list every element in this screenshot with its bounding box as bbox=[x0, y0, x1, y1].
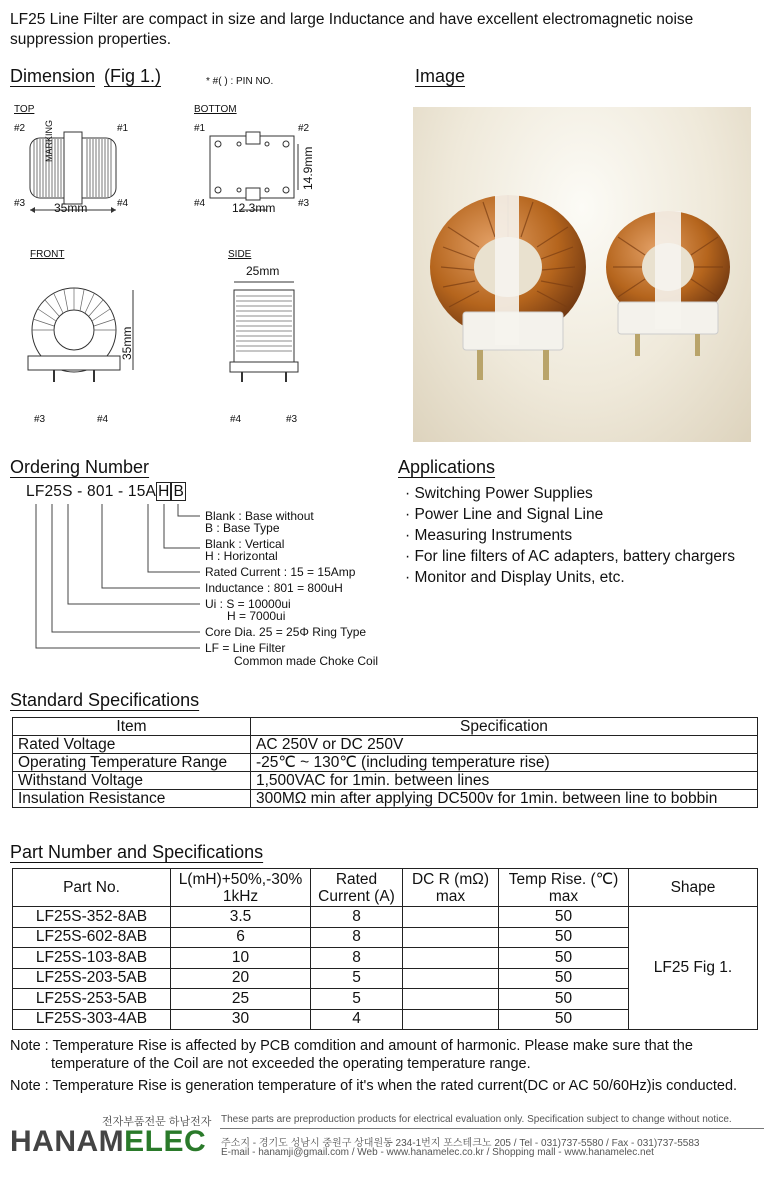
part-no: LF25S-203-5AB bbox=[13, 968, 171, 989]
bottom-pin-tr: #2 bbox=[298, 123, 310, 134]
applications-title: Applications bbox=[398, 457, 496, 477]
part-inductance: 20 bbox=[171, 968, 311, 989]
ord-ui-s: Ui : S = 10000ui bbox=[205, 597, 291, 611]
table-row bbox=[13, 772, 758, 790]
top-width-dim: 35mm bbox=[54, 201, 88, 215]
spec-value: -25℃ ~ 130℃ (including temperature rise) bbox=[251, 754, 758, 772]
part-temp-rise: 50 bbox=[499, 948, 629, 969]
part-inductance: 6 bbox=[171, 927, 311, 948]
table-header-row bbox=[13, 718, 758, 736]
ord-orient-h: H : Horizontal bbox=[205, 549, 278, 563]
spec-value: AC 250V or DC 250V bbox=[251, 736, 758, 754]
side-view-drawing bbox=[222, 278, 302, 388]
ord-base-blank: Blank : Base without bbox=[205, 509, 314, 523]
spec-item: Insulation Resistance bbox=[13, 790, 251, 808]
part-inductance: 25 bbox=[171, 989, 311, 1010]
table-row bbox=[13, 736, 758, 754]
intro-line-1: LF25 Line Filter are compact in size and large Inductance and have excellent electromagnetic noise bbox=[10, 11, 694, 28]
part-current: 5 bbox=[311, 968, 403, 989]
part-no: LF25S-103-8AB bbox=[13, 948, 171, 969]
part-current: 5 bbox=[311, 989, 403, 1010]
table-header-row bbox=[13, 869, 758, 907]
top-view-label: TOP bbox=[14, 104, 35, 115]
product-photo bbox=[413, 107, 751, 442]
top-pin-bl: #3 bbox=[14, 198, 26, 209]
ordering-title: Ordering Number bbox=[10, 457, 150, 477]
side-view-label: SIDE bbox=[228, 249, 252, 260]
part-inductance: 3.5 bbox=[171, 907, 311, 928]
app-item: · Measuring Instruments bbox=[405, 527, 573, 544]
footer-divider bbox=[220, 1128, 764, 1129]
part-no: LF25S-253-5AB bbox=[13, 989, 171, 1010]
header-inductance: L(mH)+50%,-30% 1kHz bbox=[171, 869, 311, 907]
part-dcr bbox=[403, 907, 499, 928]
part-temp-rise: 50 bbox=[499, 968, 629, 989]
marking-label: MARKING bbox=[44, 119, 54, 162]
code-sep-2: - bbox=[113, 483, 128, 500]
app-item: · For line filters of AC adapters, battery chargers bbox=[405, 548, 735, 565]
app-item: · Power Line and Signal Line bbox=[405, 506, 604, 523]
app-item: · Monitor and Display Units, etc. bbox=[405, 569, 625, 586]
side-pin-l: #4 bbox=[230, 414, 242, 425]
table-row bbox=[13, 907, 758, 928]
app-item: · Switching Power Supplies bbox=[405, 485, 593, 502]
choke-coil-illustration bbox=[413, 107, 751, 442]
part-inductance: 10 bbox=[171, 948, 311, 969]
footer-disclaimer: These parts are preproduction products for electrical evaluation only. Specification subject to change without notice. bbox=[221, 1114, 732, 1125]
bottom-height-dim: 14.9mm bbox=[301, 146, 315, 190]
dimension-fig: (Fig 1.) bbox=[104, 66, 162, 86]
part-current: 8 bbox=[311, 948, 403, 969]
part-current: 4 bbox=[311, 1009, 403, 1030]
side-pin-r: #3 bbox=[286, 414, 298, 425]
standard-specs-title: Standard Specifications bbox=[10, 690, 200, 710]
top-pin-tl: #2 bbox=[14, 123, 26, 134]
header-item: Item bbox=[13, 718, 251, 736]
part-no: LF25S-602-8AB bbox=[13, 927, 171, 948]
top-pin-br: #4 bbox=[117, 198, 129, 209]
intro-line-2: suppression properties. bbox=[10, 31, 172, 48]
code-orientation: H bbox=[158, 483, 170, 500]
front-view-label: FRONT bbox=[30, 249, 65, 260]
part-dcr bbox=[403, 989, 499, 1010]
pin-note: * #( ) : PIN NO. bbox=[206, 76, 274, 87]
bottom-pin-br: #3 bbox=[298, 198, 310, 209]
ord-current: Rated Current : 15 = 15Amp bbox=[205, 565, 356, 579]
part-current: 8 bbox=[311, 907, 403, 928]
table-row bbox=[13, 754, 758, 772]
spec-item: Rated Voltage bbox=[13, 736, 251, 754]
part-temp-rise: 50 bbox=[499, 989, 629, 1010]
dimension-title: Dimension bbox=[10, 66, 96, 86]
part-temp-rise: 50 bbox=[499, 1009, 629, 1030]
part-temp-rise: 50 bbox=[499, 927, 629, 948]
standard-specs-table bbox=[12, 717, 758, 808]
footer-address: 주소지 - 경기도 성남시 중원구 상대원동 234-1번지 포스테크노 205 / Tel - 031)737-5580 / Fax - 031)737-5583 bbox=[221, 1138, 700, 1149]
bottom-pin-bl: #4 bbox=[194, 198, 206, 209]
parts-table bbox=[12, 868, 758, 1030]
order-code bbox=[26, 483, 186, 501]
part-temp-rise: 50 bbox=[499, 907, 629, 928]
parts-title: Part Number and Specifications bbox=[10, 842, 264, 862]
image-title: Image bbox=[415, 66, 466, 86]
spec-item: Withstand Voltage bbox=[13, 772, 251, 790]
part-dcr bbox=[403, 927, 499, 948]
part-dcr bbox=[403, 968, 499, 989]
header-temp-rise: Temp Rise. (℃) max bbox=[499, 869, 629, 907]
header-specification: Specification bbox=[251, 718, 758, 736]
side-width-dim: 25mm bbox=[246, 264, 280, 278]
part-current: 8 bbox=[311, 927, 403, 948]
part-no: LF25S-303-4AB bbox=[13, 1009, 171, 1030]
part-inductance: 30 bbox=[171, 1009, 311, 1030]
code-series: LF25S bbox=[26, 483, 73, 500]
hanamelec-logo: HANAMELEC bbox=[10, 1125, 207, 1158]
spec-value: 300MΩ min after applying DC500v for 1min. between line to bobbin bbox=[251, 790, 758, 808]
table-row bbox=[13, 790, 758, 808]
code-current: 15A bbox=[127, 483, 157, 500]
ord-lf-desc: Common made Choke Coil bbox=[234, 654, 379, 668]
note-1: Note : Temperature Rise is affected by PCB comdition and amount of harmonic. Please make sure that the bbox=[10, 1038, 693, 1054]
code-base: B bbox=[173, 483, 185, 500]
ord-orient-blank: Blank : Vertical bbox=[205, 537, 285, 551]
part-dcr bbox=[403, 948, 499, 969]
header-part-no: Part No. bbox=[13, 869, 171, 907]
note-2: Note : Temperature Rise is generation temperature of it's when the rated current(DC or AC 50/60Hz)is conducted. bbox=[10, 1078, 738, 1094]
note-1-cont: temperature of the Coil are not exceeded the operating temperature range. bbox=[51, 1056, 531, 1072]
code-sep-1: - bbox=[72, 483, 88, 500]
spec-value: 1,500VAC for 1min. between lines bbox=[251, 772, 758, 790]
ordering-leader-lines bbox=[30, 500, 210, 660]
applications-list bbox=[405, 483, 735, 588]
front-pin-r: #4 bbox=[97, 414, 109, 425]
front-pin-l: #3 bbox=[34, 414, 46, 425]
footer-contacts: E-mail - hanamji@gmail.com / Web - www.hanamelec.co.kr / Shopping mall - www.hanamelec.net bbox=[221, 1147, 654, 1158]
part-shape: LF25 Fig 1. bbox=[629, 907, 758, 1030]
footer-korean-name: 전자부품전문 하남전자 bbox=[102, 1116, 212, 1128]
ord-core: Core Dia. 25 = 25Φ Ring Type bbox=[205, 625, 367, 639]
header-dcr: DC R (mΩ) max bbox=[403, 869, 499, 907]
bottom-width-dim: 12.3mm bbox=[232, 201, 276, 215]
front-height-dim: 35mm bbox=[120, 326, 134, 360]
spec-item: Operating Temperature Range bbox=[13, 754, 251, 772]
top-pin-tr: #1 bbox=[117, 123, 129, 134]
ord-ui-h: H = 7000ui bbox=[227, 609, 286, 623]
ord-lf: LF = Line Filter bbox=[205, 641, 286, 655]
ord-base-b: B : Base Type bbox=[205, 521, 280, 535]
bottom-view-label: BOTTOM bbox=[194, 104, 237, 115]
header-shape: Shape bbox=[629, 869, 758, 907]
ord-inductance: Inductance : 801 = 800uH bbox=[205, 581, 343, 595]
part-no: LF25S-352-8AB bbox=[13, 907, 171, 928]
part-dcr bbox=[403, 1009, 499, 1030]
header-current: Rated Current (A) bbox=[311, 869, 403, 907]
bottom-pin-tl: #1 bbox=[194, 123, 206, 134]
intro-text bbox=[10, 10, 770, 50]
code-inductance: 801 bbox=[87, 483, 114, 500]
